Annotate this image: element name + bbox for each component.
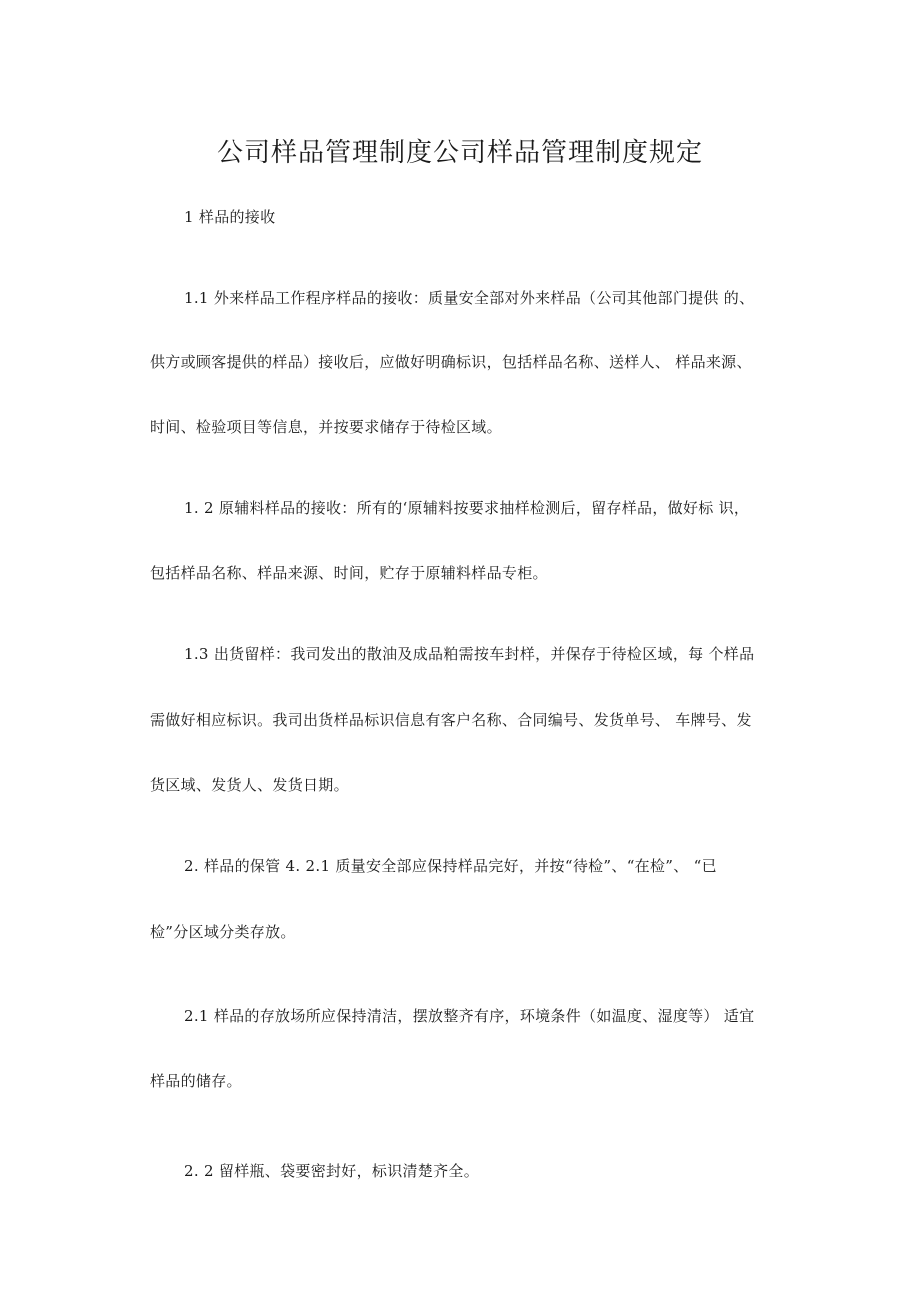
paragraph-1-2-line-2: 包括样品名称、样品来源、时间，贮存于原辅料样品专柜。 — [150, 564, 548, 582]
paragraph-2-line-2: 检”分区域分类存放。 — [150, 923, 296, 941]
document-title: 公司样品管理制度公司样品管理制度规定 — [216, 138, 703, 168]
paragraph-2-2-line-1: 2. 2 留样瓶、袋要密封好，标识清楚齐全。 — [184, 1162, 479, 1180]
paragraph-2-1-line-1: 2.1 样品的存放场所应保持清洁，摆放整齐有序，环境条件（如温度、湿度等） 适宜 — [184, 1007, 755, 1025]
section-heading-1: 1 样品的接收 — [184, 208, 276, 226]
paragraph-1-1-line-2: 供方或顾客提供的样品）接收后，应做好明确标识，包括样品名称、送样人、 样品来源、 — [150, 353, 752, 371]
paragraph-1-3-line-2: 需做好相应标识。我司出货样品标识信息有客户名称、合同编号、发货单号、 车牌号、发 — [150, 711, 752, 729]
paragraph-1-3-line-1: 1.3 出货留样：我司发出的散油及成品粕需按车封样，并保存于待检区域，每 个样品 — [184, 645, 755, 663]
paragraph-1-2-line-1: 1. 2 原辅料样品的接收：所有的‘原辅料按要求抽样检测后，留存样品，做好标 识， — [184, 499, 750, 517]
paragraph-2-1-line-2: 样品的储存。 — [150, 1072, 242, 1090]
paragraph-1-1-line-1: 1.1 外来样品工作程序样品的接收：质量安全部对外来样品（公司其他部门提供 的、 — [184, 289, 755, 307]
paragraph-1-3-line-3: 货区域、发货人、发货日期。 — [150, 776, 349, 794]
paragraph-2-line-1: 2. 样品的保管 4. 2.1 质量安全部应保持样品完好，并按“待检”、“在检”、 “已 — [184, 857, 717, 875]
paragraph-1-1-line-3: 时间、检验项目等信息，并按要求储存于待检区域。 — [150, 418, 502, 436]
